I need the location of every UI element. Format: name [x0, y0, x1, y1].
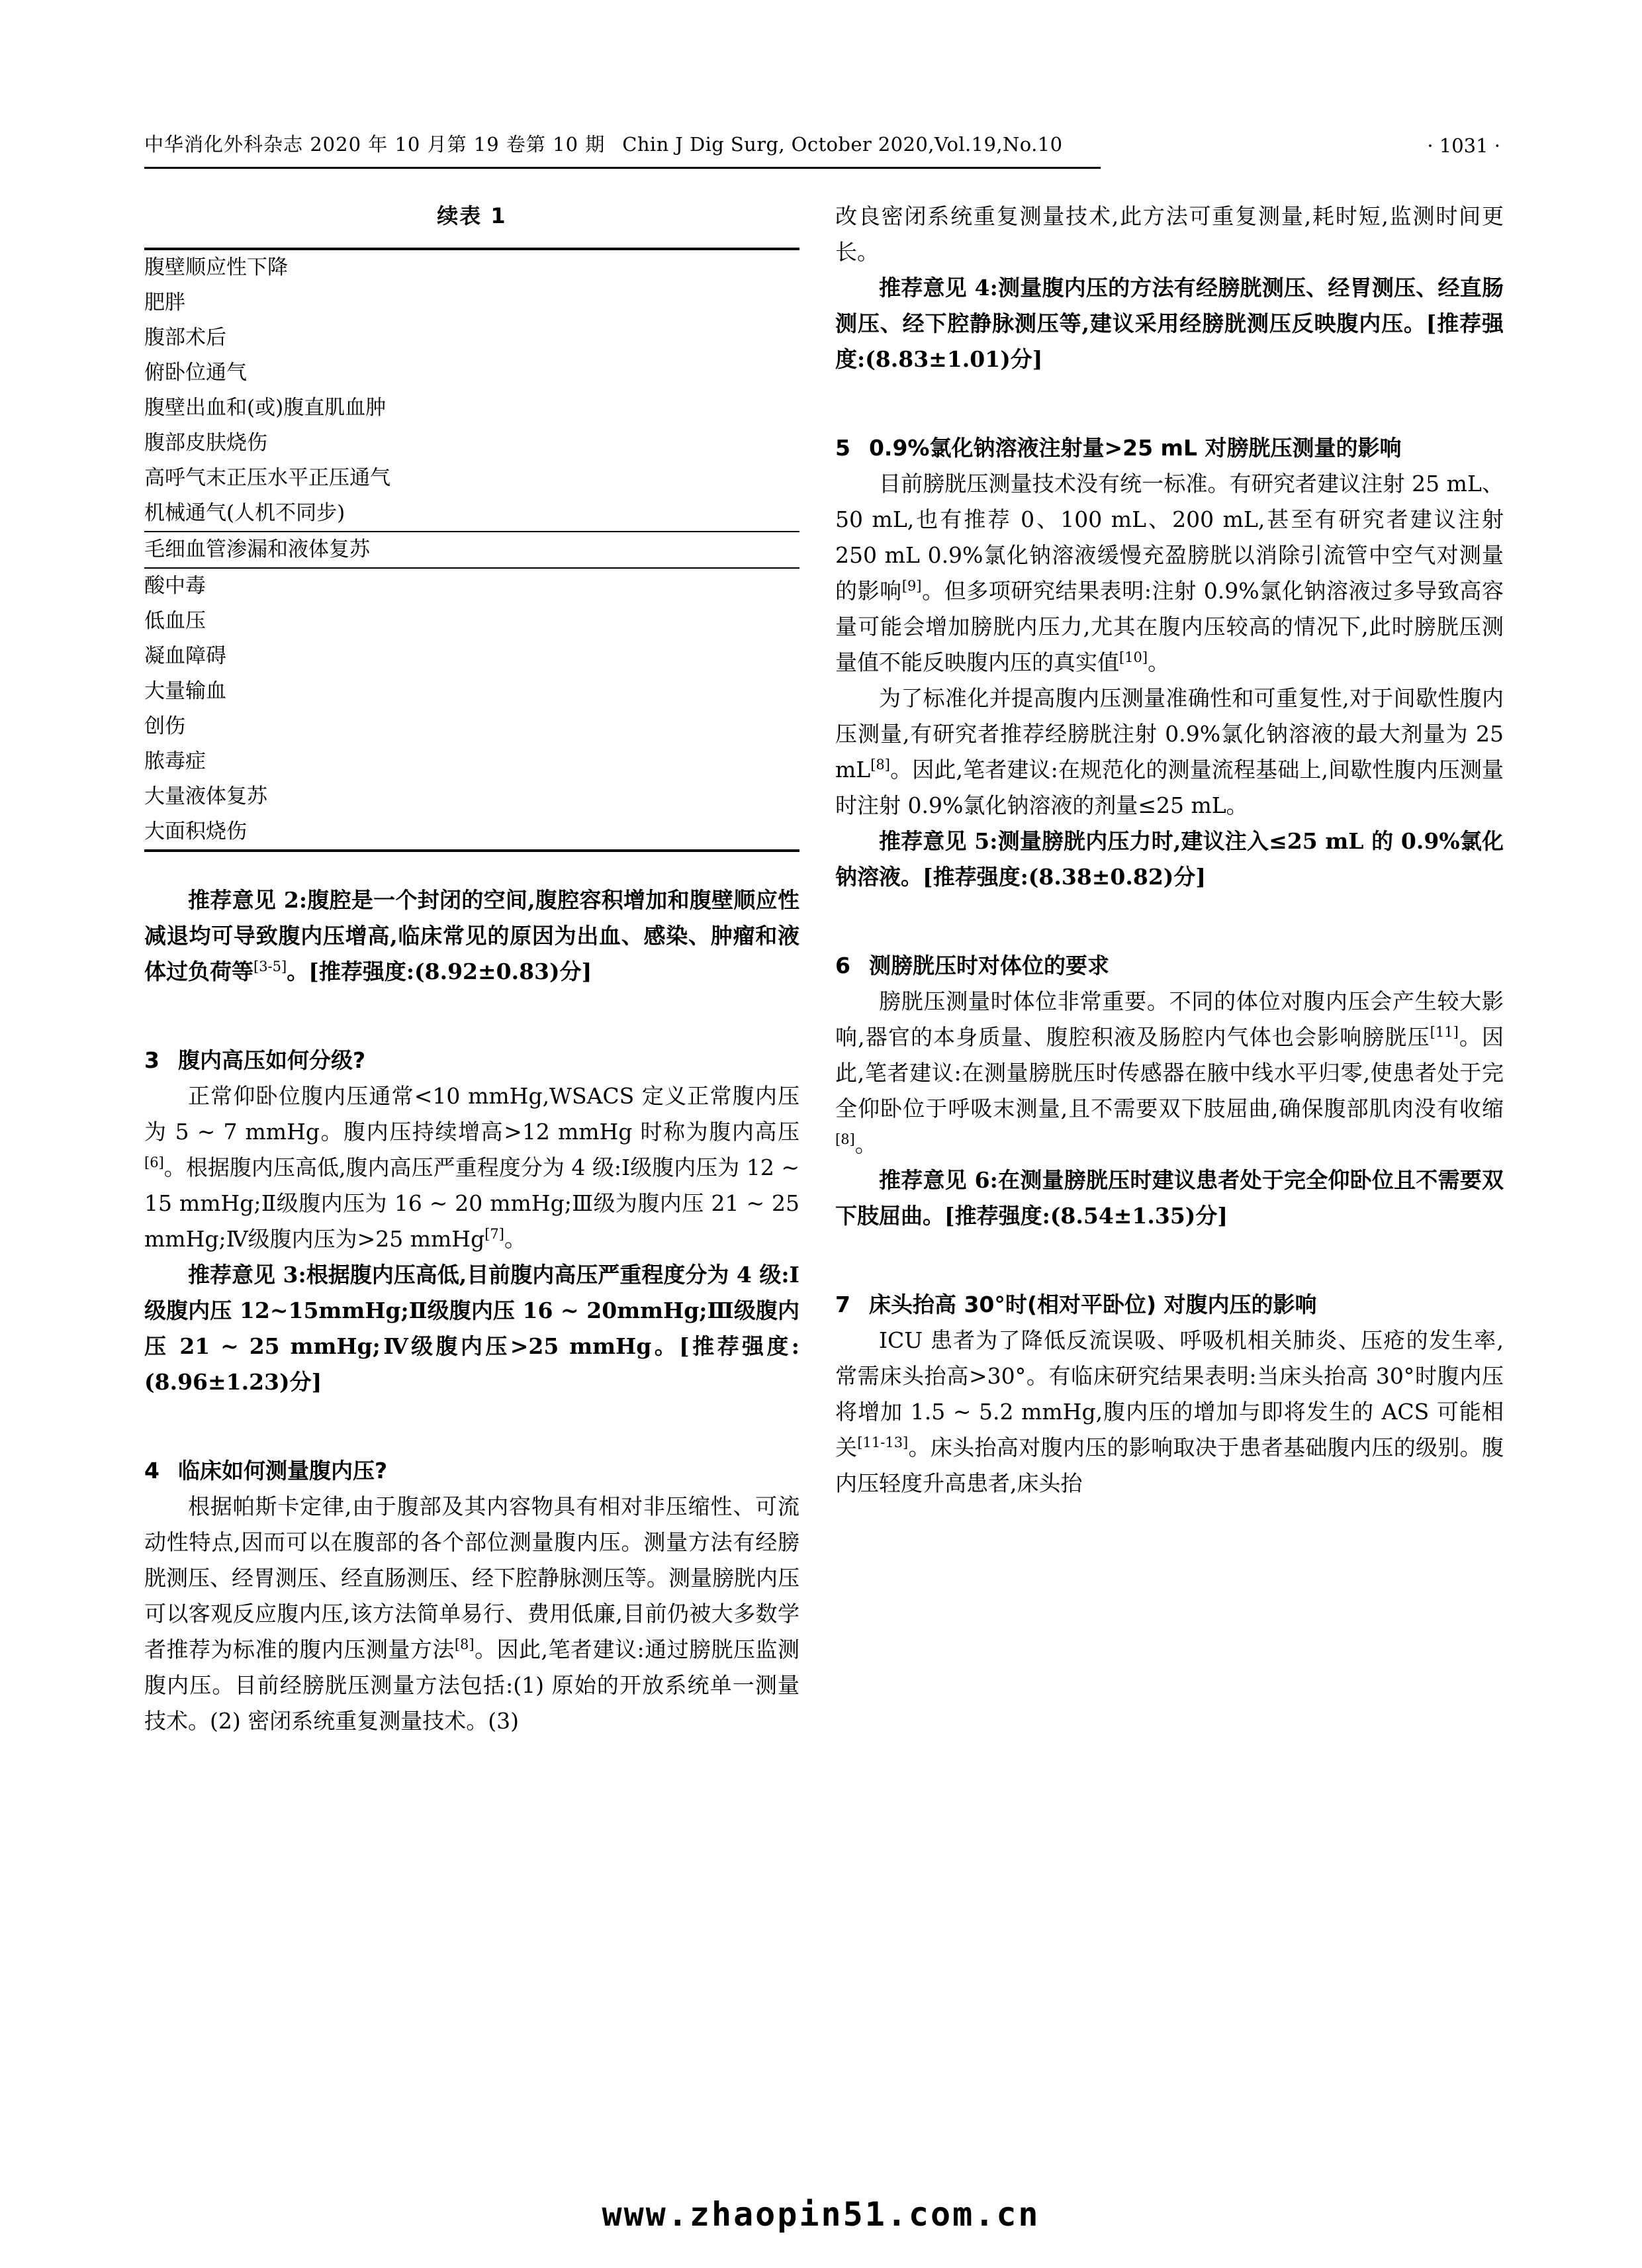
- spacer: [835, 377, 1504, 408]
- section-5-paragraph-1: [835, 466, 1504, 681]
- paragraph-continued: 改良密闭系统重复测量技术,此方法可重复测量,耗时短,监测时间更长。: [835, 203, 1504, 265]
- table-title: 续表 1: [437, 203, 507, 228]
- left-column: [144, 199, 799, 1739]
- table-row: [144, 391, 799, 426]
- reference-marker: [11]: [1430, 1024, 1459, 1040]
- continued-table-1: [144, 248, 799, 852]
- spacer: [835, 1234, 1504, 1264]
- table-row: [144, 674, 799, 709]
- para-text-a: ICU 患者为了降低反流误吸、呼吸机相关肺炎、压疮的发生率,常需床头抬高>30°。有临床研究结果表明:当床头抬高 30°时腹内压将增加 1.5 ~ 5.2 mmHg,腹内压的增加与即将发生的 ACS 可能相关: [835, 1327, 1504, 1460]
- table-item-cell: 大量液体复苏: [144, 784, 267, 808]
- para-text-b: 。因此,笔者建议:通过膀胱压监测腹内压。目前经膀胱压测量方法包括:(1) 原始的开放系统单一测量技术。(2) 密闭系统重复测量技术。(3): [144, 1636, 800, 1734]
- table-row: [144, 461, 799, 496]
- section-number: 3: [144, 1047, 160, 1073]
- reference-marker: [11-13]: [857, 1435, 909, 1450]
- para-text-e: 。因此,笔者建议:在规范化的测量流程基础上,间歇性腹内压测量时注射 0.9%氯化钠溶液的剂量≤25 mL。: [835, 757, 1504, 818]
- table-item-cell: 腹部术后: [144, 326, 226, 350]
- section-4-paragraph: [144, 1489, 799, 1739]
- section-title: 临床如何测量腹内压?: [177, 1458, 388, 1484]
- reference-marker: [8]: [870, 757, 890, 773]
- table-item-cell: 高呼气末正压水平正压通气: [144, 466, 390, 490]
- section-title: 床头抬高 30°时(相对平卧位) 对腹内压的影响: [868, 1292, 1317, 1317]
- section-5-paragraph-2: [835, 681, 1504, 824]
- para-text-a: 膀胱压测量时体位非常重要。不同的体位对腹内压会产生较大影响,器官的本身质量、腹腔积液及肠腔内气体也会影响膀胱压: [835, 988, 1504, 1050]
- table-row: [144, 285, 799, 320]
- table-row: [144, 568, 799, 604]
- section-title: 0.9%氯化钠溶液注射量>25 mL 对膀胱压测量的影响: [868, 435, 1402, 461]
- section-7-paragraph: [835, 1323, 1504, 1501]
- spacer: [144, 1400, 799, 1431]
- recommendation-2-text-a: 推荐意见 2:腹腔是一个封闭的空间,腹腔容积增加和腹壁顺应性减退均可导致腹内压增高,临床常见的原因为出血、感染、肿瘤和液体过负荷等: [144, 887, 799, 984]
- table-item-cell: 腹部皮肤烧伤: [144, 431, 267, 455]
- watermark: www.zhaopin51.com.cn: [602, 2195, 1040, 2234]
- recommendation-2-text-b: 。[推荐强度:(8.92±0.83)分]: [287, 959, 592, 984]
- table-row: [144, 639, 799, 674]
- reference-marker: [7]: [484, 1226, 504, 1242]
- section-heading-5: [835, 430, 1504, 466]
- section-3-paragraph: [144, 1078, 799, 1257]
- reference-marker: [6]: [144, 1155, 164, 1170]
- table-item-cell: 凝血障碍: [144, 644, 226, 668]
- table-item-cell: 脓毒症: [144, 749, 206, 773]
- spacer: [144, 852, 799, 882]
- table-item-cell: 低血压: [144, 609, 206, 633]
- para-text-b: 。因此,笔者建议:在测量膀胱压时传感器在腋中线水平归零,使患者处于完全仰卧位于呼吸末测量,且不需要双下肢屈曲,确保腹部肌肉没有收缩: [835, 1024, 1504, 1121]
- right-column: [835, 199, 1504, 1501]
- para-text-c: 。: [1148, 649, 1170, 675]
- section-number: 4: [144, 1458, 160, 1484]
- page-number: · 1031 ·: [1427, 134, 1500, 157]
- para-text-b: 。根据腹内压高低,腹内高压严重程度分为 4 级:Ⅰ级腹内压为 12 ~ 15 mmHg;Ⅱ级腹内压为 16 ~ 20 mmHg;Ⅲ级为腹内压 21 ~ 25 mmHg;Ⅳ级腹内压为>25 mmHg: [144, 1155, 799, 1252]
- reference-marker: [8]: [835, 1131, 855, 1147]
- table-row: [144, 744, 799, 779]
- reference-marker: [3-5]: [253, 959, 287, 974]
- section-number: 5: [835, 435, 850, 461]
- para-text-b: 。床头抬高对腹内压的影响取决于患者基础腹内压的级别。腹内压轻度升高患者,床头抬: [835, 1435, 1504, 1496]
- para-text-a: 正常仰卧位腹内压通常<10 mmHg,WSACS 定义正常腹内压为 5 ~ 7 mmHg。腹内压持续增高>12 mmHg 时称为腹内高压: [144, 1083, 799, 1145]
- spacer: [835, 895, 1504, 925]
- table-row: [144, 604, 799, 639]
- reference-marker: [8]: [454, 1636, 475, 1652]
- para-text-c: 。: [854, 1131, 877, 1157]
- para-text-a: 根据帕斯卡定律,由于腹部及其内容物具有相对非压缩性、可流动性特点,因而可以在腹部的各个部位测量腹内压。测量方法有经膀胱测压、经胃测压、经直肠测压、经下腔静脉测压等。测量膀胱内压可以客观反应腹内压,该方法简单易行、费用低廉,目前仍被大多数学者推荐为标准的腹内压测量方法: [144, 1493, 799, 1662]
- table-row: [144, 249, 799, 285]
- recommendation-5: 推荐意见 5:测量膀胱内压力时,建议注入≤25 mL 的 0.9%氯化钠溶液。[推荐强度:(8.38±0.82)分]: [835, 828, 1504, 890]
- spacer: [144, 990, 799, 1020]
- table-row: [144, 320, 799, 355]
- table-item-cell: 创伤: [144, 714, 185, 738]
- running-header: [144, 130, 1504, 171]
- header-journal-en: Chin J Dig Surg, October 2020,Vol.19,No.10: [622, 133, 1063, 156]
- header-journal-cn: 中华消化外科杂志 2020 年 10 月第 19 卷第 10 期: [144, 133, 606, 156]
- table-row: [144, 709, 799, 744]
- table-row: [144, 532, 799, 568]
- table-item-cell: 大量输血: [144, 679, 226, 703]
- para-text-b: 。但多项研究结果表明:注射 0.9%氯化钠溶液过多导致高容量可能会增加膀胱内压力,尤其在腹内压较高的情况下,此时膀胱压测量值不能反映腹内压的真实值: [835, 578, 1504, 675]
- section-title: 腹内高压如何分级?: [177, 1047, 366, 1073]
- table-item-cell: 机械通气(人机不同步): [144, 496, 799, 532]
- table-item-cell: 肥胖: [144, 291, 185, 314]
- table-category-cell: 毛细血管渗漏和液体复苏: [144, 532, 799, 568]
- section-heading-4: [144, 1453, 799, 1489]
- section-heading-6: [835, 948, 1504, 984]
- table-row: [144, 779, 799, 814]
- table-row: [144, 426, 799, 461]
- section-heading-7: [835, 1287, 1504, 1323]
- header-journal-info: [144, 130, 1062, 157]
- table-row: [144, 814, 799, 851]
- para-text-c: 。: [504, 1226, 526, 1252]
- section-heading-3: [144, 1043, 799, 1078]
- table-item-cell: 俯卧位通气: [144, 361, 247, 385]
- table-item-cell: 腹壁出血和(或)腹直肌血肿: [144, 396, 387, 420]
- reference-marker: [10]: [1119, 649, 1148, 665]
- section-title: 测膀胱压时对体位的要求: [868, 953, 1109, 978]
- recommendation-2: [144, 882, 799, 990]
- section-number: 7: [835, 1292, 850, 1317]
- header-rule: [144, 167, 1101, 169]
- section-number: 6: [835, 953, 850, 978]
- table-item-cell: 酸中毒: [144, 574, 206, 598]
- recommendation-3: 推荐意见 3:根据腹内压高低,目前腹内高压严重程度分为 4 级:Ⅰ级腹内压 12~15mmHg;Ⅱ级腹内压 16 ~ 20mmHg;Ⅲ级腹内压 21 ~ 25 mmHg;Ⅳ级腹内压>25 mmHg。[推荐强度:(8.96±1.23)分]: [144, 1262, 799, 1395]
- table-category-cell: 腹壁顺应性下降: [144, 249, 799, 285]
- para-text-a: 目前膀胱压测量技术没有统一标准。有研究者建议注射 25 mL、50 mL,也有推荐 0、100 mL、200 mL,甚至有研究者建议注射 250 mL 0.9%氯化钠溶液缓慢充盈膀胱以消除引流管中空气对测量的影响: [835, 471, 1504, 604]
- para-text-d: 为了标准化并提高腹内压测量准确性和可重复性,对于间歇性腹内压测量,有研究者推荐经膀胱注射 0.9%氯化钠溶液的最大剂量为 25 mL: [835, 685, 1504, 782]
- reference-marker: [9]: [901, 578, 922, 594]
- table-row: [144, 355, 799, 391]
- table-row: [144, 496, 799, 532]
- recommendation-6: 推荐意见 6:在测量膀胱压时建议患者处于完全仰卧位且不需要双下肢屈曲。[推荐强度:(8.54±1.35)分]: [835, 1167, 1504, 1229]
- recommendation-4: 推荐意见 4:测量腹内压的方法有经膀胱测压、经胃测压、经直肠测压、经下腔静脉测压等,建议采用经膀胱测压反映腹内压。[推荐强度:(8.83±1.01)分]: [835, 275, 1504, 372]
- section-6-paragraph: [835, 984, 1504, 1162]
- table-item-cell: 大面积烧伤: [144, 814, 799, 851]
